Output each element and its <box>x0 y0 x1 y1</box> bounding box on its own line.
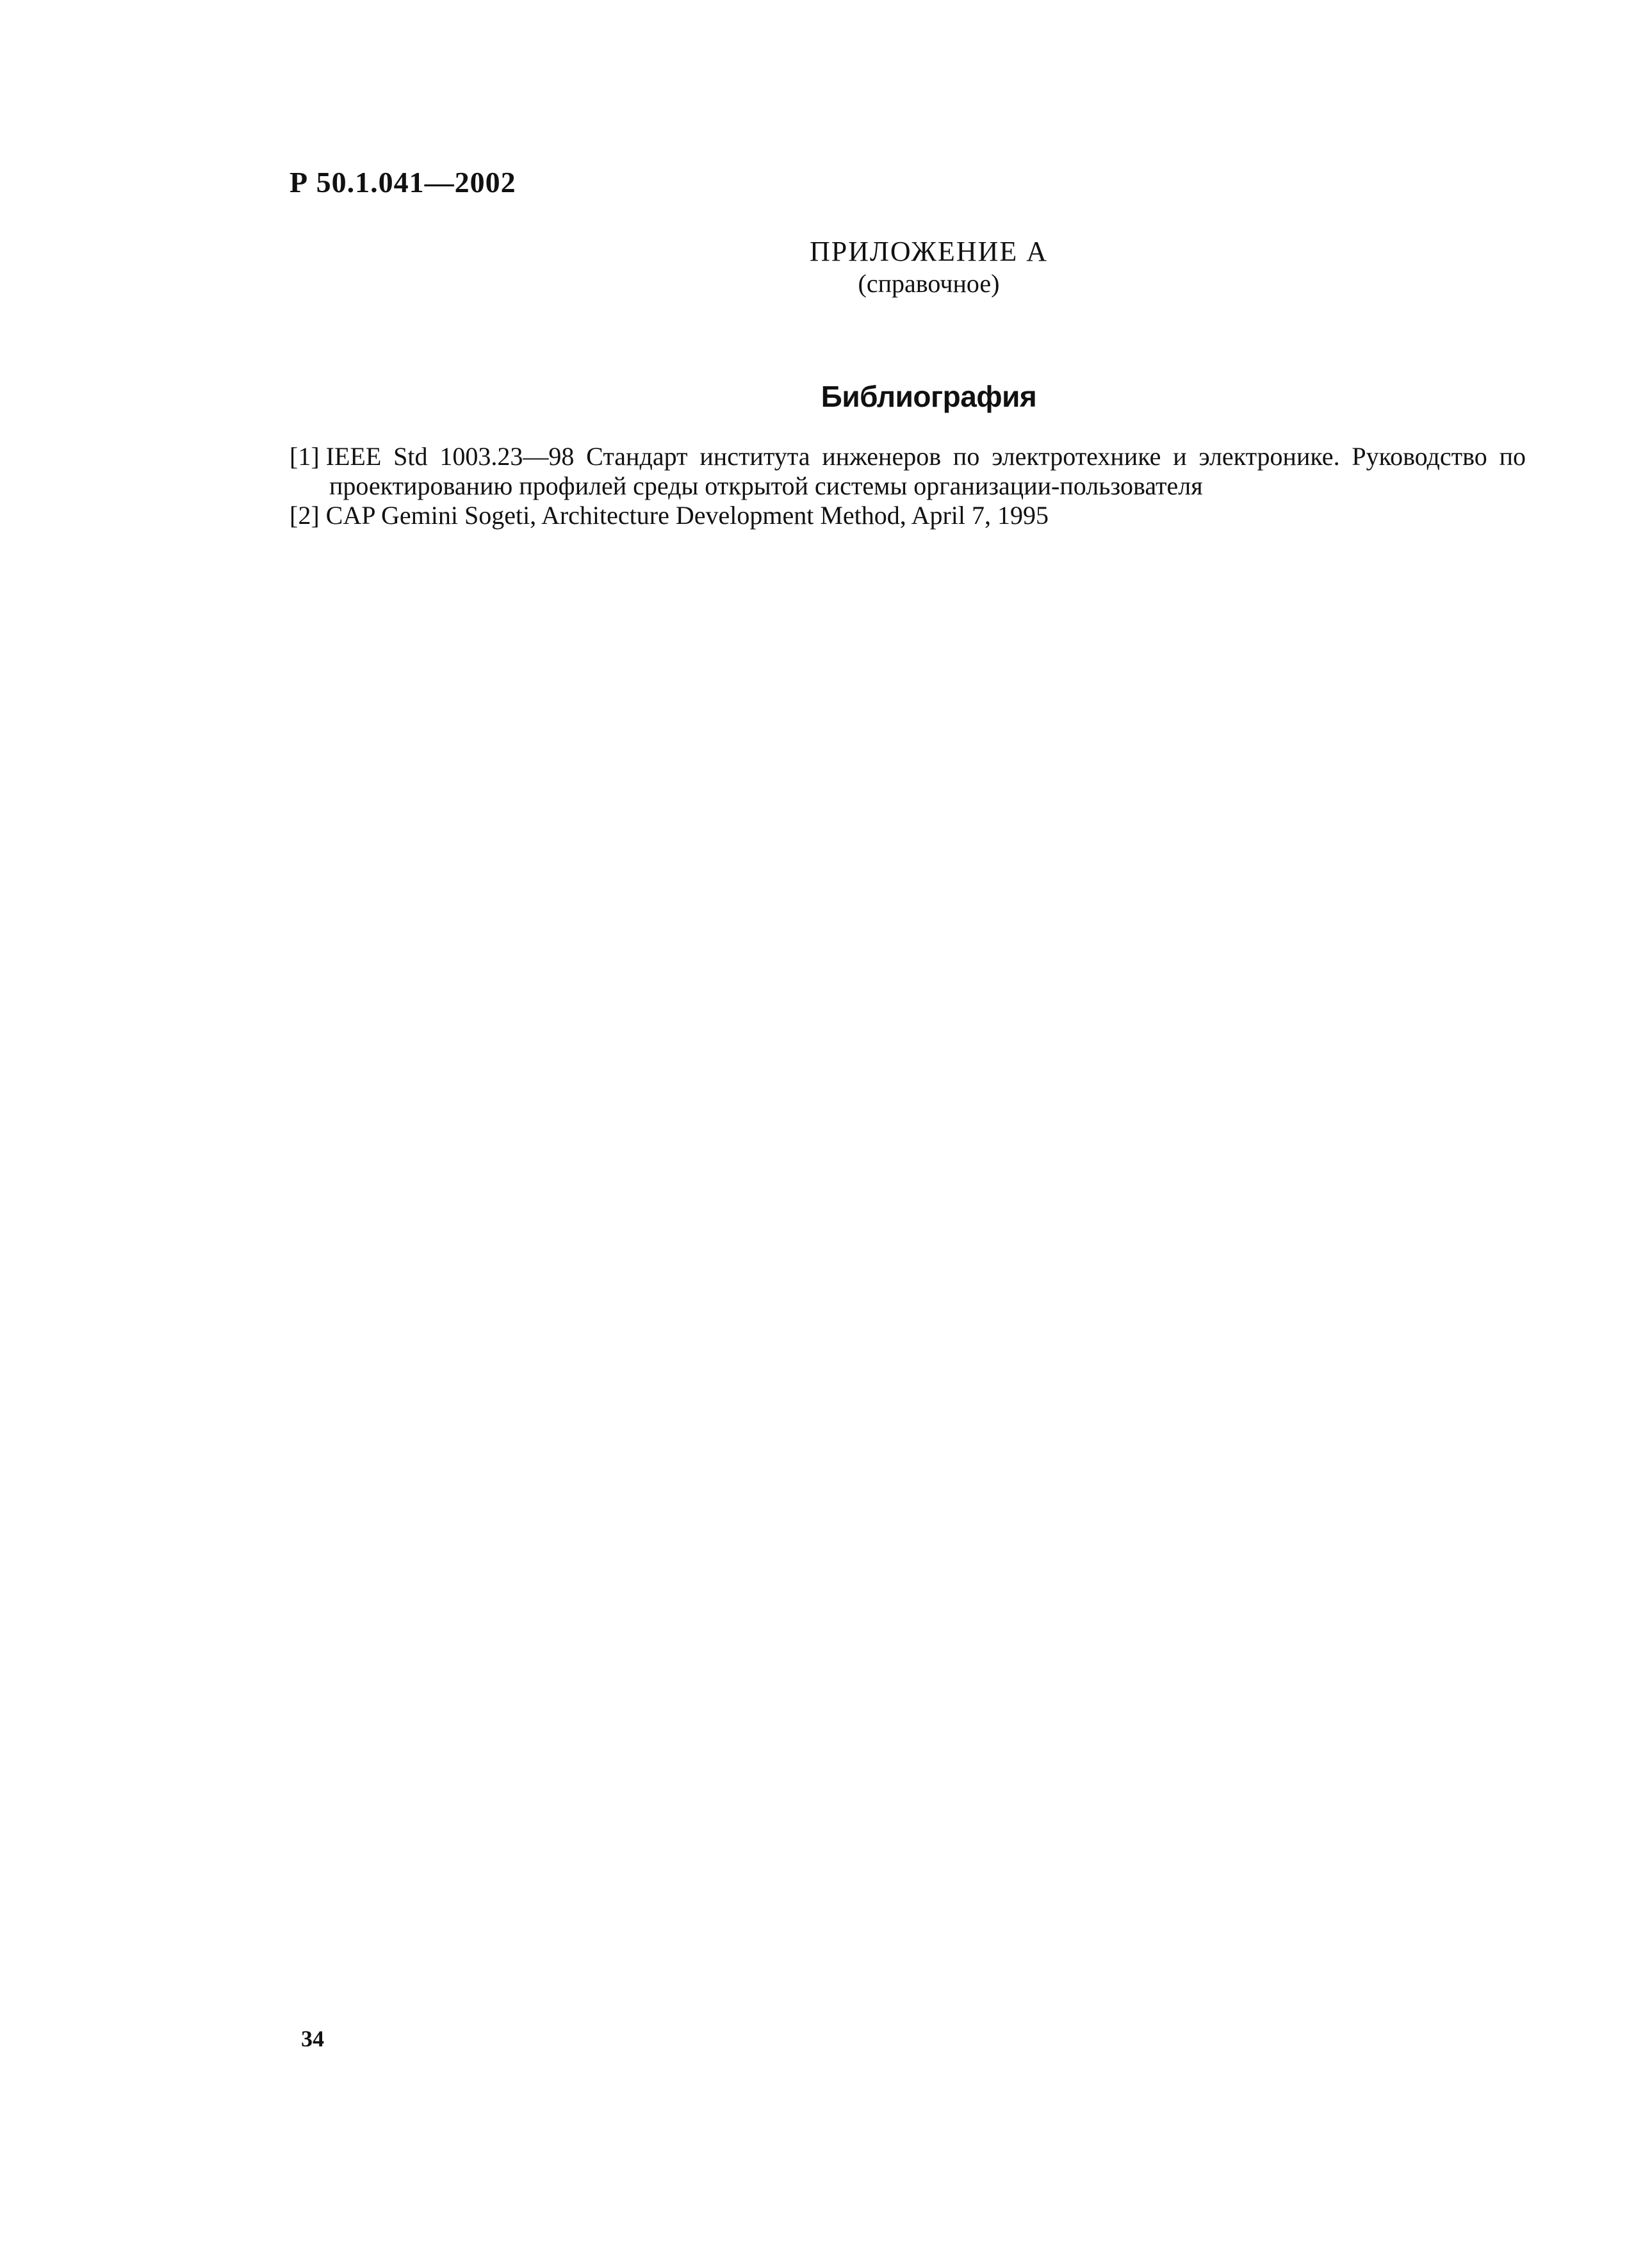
document-code: Р 50.1.041—2002 <box>290 166 516 199</box>
bibliography-item-text: IEEE Std 1003.23—98 Стандарт института инженеров по электротехнике и электронике. Руководство по проектированию профилей среды открытой системы организации-пользователя <box>325 442 1526 500</box>
appendix-header <box>641 234 1217 298</box>
bibliography-item <box>290 442 1526 501</box>
bibliography-item <box>290 501 1526 530</box>
bibliography-list <box>290 442 1526 530</box>
page-number: 34 <box>301 2026 324 2052</box>
bibliography-item-number: [1] <box>290 442 320 471</box>
bibliography-heading: Библиография <box>821 380 1037 413</box>
appendix-title: ПРИЛОЖЕНИЕ А <box>809 236 1049 267</box>
bibliography-item-text: CAP Gemini Sogeti, Architecture Development Method, April 7, 1995 <box>325 501 1049 530</box>
bibliography-item-number: [2] <box>290 501 320 530</box>
appendix-subtitle: (справочное) <box>858 269 1000 298</box>
